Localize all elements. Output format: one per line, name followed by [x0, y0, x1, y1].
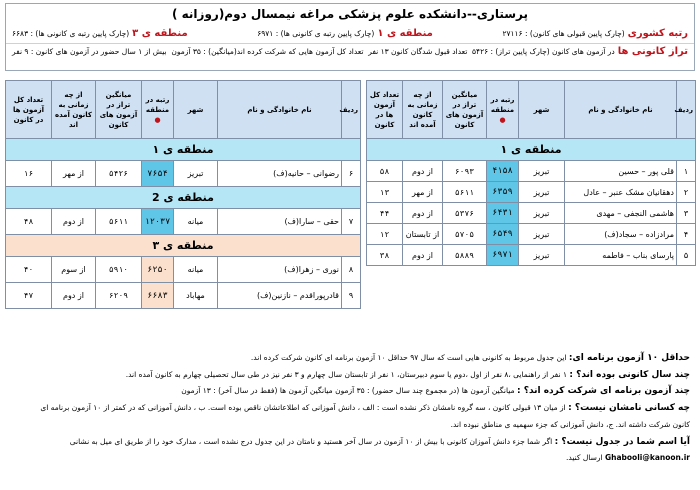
- header-box: [5, 3, 695, 71]
- col-city: شهر: [174, 81, 218, 139]
- col-avg-taraz: میانگین تراز در آزمون های کانون: [96, 81, 142, 139]
- page-title: پرستاری--دانشکده علوم پزشکی مراغه نیمسال دوم(روزانه ): [171, 7, 528, 21]
- note-min-exams: حداقل ۱۰ آزمون برنامه ای: این جدول مربوط به کانونی هایی است که سال ۹۷ حداقل ۱۰ آزمون برنامه ای کانون شرکت کرده اند.: [250, 353, 690, 363]
- table-row: ۹ قادرپوراقدم – نازنین(ف) مهاباد ۶۶۸۳ ۶۲۰۹ از دوم ۴۷: [6, 283, 361, 309]
- table-row: ۲ دهقانیان مشک عنبر – عادل تبریز ۶۳۵۹ ۵۶۱۱ از مهر ۱۳: [367, 182, 696, 203]
- rank-dot-icon: ●: [154, 115, 161, 124]
- email-link[interactable]: Ghabooli@kanoon.ir: [604, 453, 690, 463]
- note-contact: Ghabooli@kanoon.ir ارسال کنید.: [566, 453, 690, 463]
- table-header-row: [6, 81, 361, 139]
- region3-rank: منطقه ی ۳ (چارک پایین رتبه ی کانونی ها) : ۶۶۸۳: [12, 28, 188, 39]
- note-missing-cont: کانون شرکت داشته اند. ج، دانش آموزانی که جزء سهمیه ی مناطق نبوده اند.: [450, 419, 690, 429]
- table-row: ۳ هاشمی النجفی – مهدی تبریز ۶۴۳۱ ۵۳۷۶ از دوم ۴۴: [367, 203, 696, 224]
- col-avg-taraz: میانگین تراز در آزمون های کانون: [443, 81, 487, 139]
- col-row: ردیف: [677, 81, 696, 139]
- rank-dot-icon: ●: [499, 115, 506, 124]
- notes-section: [8, 350, 690, 467]
- results-table-left: [5, 80, 361, 309]
- note-exam-count: چند آزمون برنامه ای شرکت کرده اند؟ : میانگین آزمون ها (در مجموع چند سال حضور) : ۳۵ آزمون میانگین آزمون ها (فقط در سال آخر) : ۱۳ آزمون: [181, 386, 690, 397]
- col-total: تعداد کل آزمون ها در کانون: [367, 81, 403, 139]
- header-divider: [6, 43, 694, 44]
- table-row: ۶ رضوانی – حانیه(ف) تبریز ۷۶۵۴ ۵۴۲۶ از مهر ۱۶: [6, 161, 361, 187]
- note-not-listed: آیا اسم شما در جدول نیست؟ : اگر شما جزء دانش آموزان کانونی با بیش از ۱۰ آزمون در سال آخر هستید و نامتان در این جدول درج نشده است ، مدارک خود را از طریق ای میل به نشانی: [69, 436, 690, 447]
- table-row: ۷ حقی – سارا(ف) میانه ۱۲۰۳۷ ۵۶۱۱ از دوم ۴۸: [6, 209, 361, 235]
- region-row: منطقه ی 2: [6, 187, 361, 209]
- col-row: ردیف: [342, 81, 361, 139]
- col-name: نام خانوادگی و نام: [565, 81, 677, 139]
- header-stats-row-2: [12, 46, 688, 57]
- region-row: منطقه ی ۳: [6, 235, 361, 257]
- table-row: ۵ پارسای بناب – فاطمه تبریز ۶۹۷۱ ۵۸۸۹ از دوم ۳۸: [367, 245, 696, 266]
- col-city: شهر: [519, 81, 565, 139]
- avg-exams: تعداد کل آزمون هایی که شرکت کرده اند(میانگین) : ۳۵ آزمون: [171, 47, 364, 56]
- region-row: منطقه ی ۱: [367, 139, 696, 161]
- table-header-row: [367, 81, 696, 139]
- country-rank: رتبه کشوری (چارک پایین قبولی های کانون) : ۲۷۱۱۶: [502, 28, 688, 39]
- table-row: ۴ مرادزاده – سجاد(ف) تبریز ۶۵۴۹ ۵۷۰۵ از تابستان ۱۲: [367, 224, 696, 245]
- col-since: از چه زمانی به کانون آمده اند: [403, 81, 443, 139]
- col-name: نام خانوادگی و نام: [218, 81, 342, 139]
- note-missing: چه کسانی نامشان نیست؟ : از میان ۱۳ قبولی کانون ، سه گروه نامشان ذکر نشده است : الف ، دانش آموزانی که اطلاعاتشان ناقص بوده است. ب ، دانش آموزانی که در کمتر از ۱۰ آزمون برنامه ای: [40, 403, 690, 414]
- region1-rank: منطقه ی ۱ (چارک پایین رتبه ی کانونی ها) : ۶۹۷۱: [257, 28, 433, 39]
- results-table-right: [366, 80, 696, 266]
- note-years: چند سال کانونی بوده اند؟ : ۱ نفر از راهنمایی ،۸ نفر از اول ،دوم یا سوم دبیرستان، ۱ نفر از تابستان سال چهارم و ۳ نفر نیز در طی سال تحصیلی چهارم به کانون آمده اند.: [125, 369, 690, 380]
- table-row: ۱ قلی پور – حسین تبریز ۴۱۵۸ ۶۰۹۳ از دوم ۵۸: [367, 161, 696, 182]
- region-row: منطقه ی ۱: [6, 139, 361, 161]
- col-since: از چه زمانی به کانون آمده اند: [52, 81, 96, 139]
- over-one-year: بیش از ۱ سال حضور در آزمون های کانون : ۹ نفر: [12, 47, 167, 56]
- col-total: تعداد کل آزمون ها در کانون: [6, 81, 52, 139]
- table-row: ۸ نوری – زهرا(ف) میانه ۶۲۵۰ ۵۹۱۰ از سوم ۴۰: [6, 257, 361, 283]
- header-stats-row-1: [12, 28, 688, 39]
- accepted-count: تعداد قبول شدگان کانون ۱۳ نفر: [368, 47, 468, 56]
- taraz-stat: تراز کانونی ها در آزمون های کانون (چارک پایین تراز) : ۵۴۲۶: [472, 46, 688, 57]
- col-rank: رتبه در منطقه ●: [487, 81, 519, 139]
- col-rank: رتبه در منطقه ●: [142, 81, 174, 139]
